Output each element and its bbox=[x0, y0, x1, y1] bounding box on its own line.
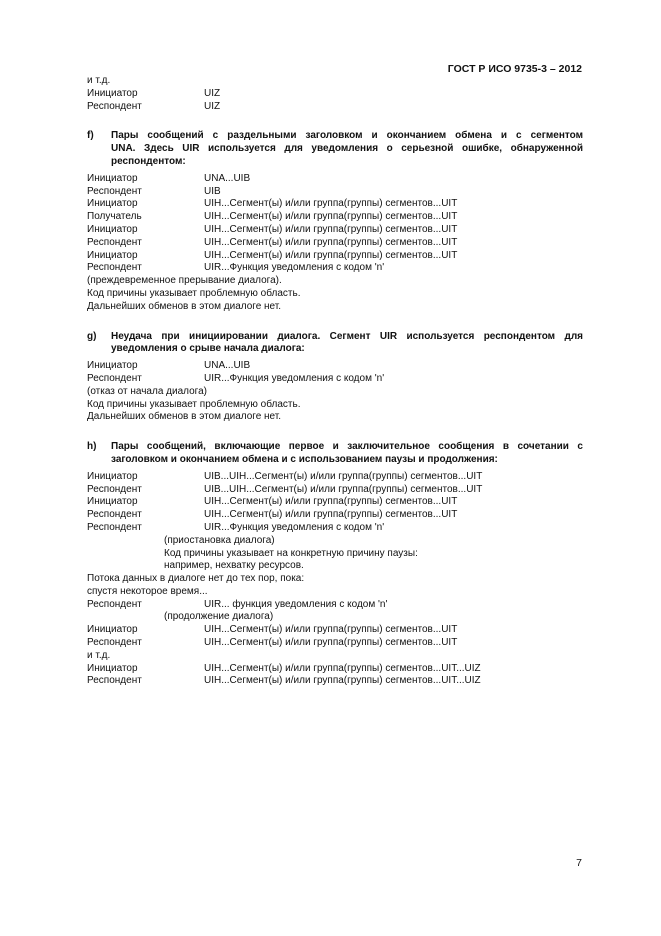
role-label: Инициатор bbox=[87, 496, 138, 508]
etc-text: и т.д. bbox=[87, 649, 111, 661]
message-row bbox=[87, 522, 583, 535]
role-label: Респондент bbox=[87, 675, 142, 687]
section-title-line: UNA. Здесь UIR используется для уведомления о серьезной ошибке, обнаруженной bbox=[111, 143, 583, 155]
message-text: UIR...Функция уведомления с кодом 'n' bbox=[204, 521, 385, 533]
page-content bbox=[87, 75, 583, 688]
message-text: UIR...Функция уведомления с кодом 'n' bbox=[204, 372, 385, 384]
role-label: Получатель bbox=[87, 211, 142, 223]
message-text: UIB bbox=[204, 185, 221, 197]
role-label: Респондент bbox=[87, 637, 142, 649]
message-text: UIH...Сегмент(ы) и/или группа(группы) сегментов...UIT bbox=[204, 496, 458, 508]
message-row bbox=[87, 484, 583, 497]
message-text: UIH...Сегмент(ы) и/или группа(группы) сегментов...UIT bbox=[204, 637, 458, 649]
message-text: UNA...UIB bbox=[204, 172, 251, 184]
section-g-heading bbox=[87, 331, 583, 357]
role-label: Инициатор bbox=[87, 172, 138, 184]
message-row bbox=[87, 675, 583, 688]
role-label: Респондент bbox=[87, 521, 142, 533]
note-text: Код причины указывает проблемную область. bbox=[87, 398, 301, 410]
message-row bbox=[87, 173, 583, 186]
section-title-line: Неудача при инициировании диалога. Сегмент UIR используется респондентом для bbox=[111, 330, 583, 342]
section-title-line: Пары сообщений с раздельными заголовком и окончанием обмена и с сегментом bbox=[111, 130, 583, 142]
section-h-heading bbox=[87, 441, 583, 467]
document-header: ГОСТ Р ИСО 9735-3 – 2012 bbox=[447, 63, 582, 75]
message-text: UIH...Сегмент(ы) и/или группа(группы) сегментов...UIT bbox=[204, 509, 458, 521]
message-text: UIZ bbox=[204, 100, 221, 112]
pause-note: (приостановка диалога) bbox=[164, 534, 275, 546]
message-row bbox=[87, 471, 583, 484]
section-letter: g) bbox=[87, 330, 97, 342]
role-label: Инициатор bbox=[87, 249, 138, 261]
role-label: Инициатор bbox=[87, 87, 138, 99]
role-label: Респондент bbox=[87, 236, 142, 248]
role-label: Инициатор bbox=[87, 198, 138, 210]
pause-note: Код причины указывает на конкретную причину паузы: bbox=[164, 547, 418, 559]
etc-text: и т.д. bbox=[87, 75, 111, 86]
message-text: UIB...UIH...Сегмент(ы) и/или группа(группы) сегментов...UIT bbox=[204, 483, 483, 495]
message-row bbox=[87, 599, 583, 612]
section-letter: f) bbox=[87, 130, 94, 142]
message-text: UIH...Сегмент(ы) и/или группа(группы) сегментов...UIT bbox=[204, 624, 458, 636]
note-text: (преждевременное прерывание диалога). bbox=[87, 275, 282, 287]
message-row bbox=[87, 373, 583, 386]
role-label: Респондент bbox=[87, 262, 142, 274]
role-label: Инициатор bbox=[87, 223, 138, 235]
message-text: UIH...Сегмент(ы) и/или группа(группы) сегментов...UIT bbox=[204, 236, 458, 248]
message-row bbox=[87, 237, 583, 250]
role-label: Инициатор bbox=[87, 470, 138, 482]
role-label: Респондент bbox=[87, 372, 142, 384]
message-row bbox=[87, 250, 583, 263]
message-row bbox=[87, 101, 583, 114]
note-text: Дальнейших обменов в этом диалоге нет. bbox=[87, 411, 282, 423]
message-row bbox=[87, 198, 583, 211]
message-text: UIH...Сегмент(ы) и/или группа(группы) сегментов...UIT...UIZ bbox=[204, 662, 481, 674]
section-f-heading bbox=[87, 130, 583, 168]
note-text: Дальнейших обменов в этом диалоге нет. bbox=[87, 300, 282, 312]
message-text: UIH...Сегмент(ы) и/или группа(группы) сегментов...UIT...UIZ bbox=[204, 675, 481, 687]
message-row bbox=[87, 224, 583, 237]
role-label: Респондент bbox=[87, 598, 142, 610]
message-row bbox=[87, 663, 583, 676]
message-text: UIB...UIH...Сегмент(ы) и/или группа(группы) сегментов...UIT bbox=[204, 470, 483, 482]
message-row bbox=[87, 637, 583, 650]
message-text: UIR... функция уведомления с кодом 'n' bbox=[204, 598, 388, 610]
message-row bbox=[87, 496, 583, 509]
message-row bbox=[87, 624, 583, 637]
section-title-line: уведомления о срыве начала диалога: bbox=[111, 343, 305, 355]
message-text: UIR...Функция уведомления с кодом 'n' bbox=[204, 262, 385, 274]
role-label: Респондент bbox=[87, 509, 142, 521]
page-number: 7 bbox=[576, 857, 582, 869]
message-row bbox=[87, 211, 583, 224]
message-text: UIZ bbox=[204, 87, 221, 99]
role-label: Респондент bbox=[87, 185, 142, 197]
section-title-line: респондентом: bbox=[111, 155, 186, 167]
section-letter: h) bbox=[87, 441, 97, 453]
role-label: Инициатор bbox=[87, 662, 138, 674]
role-label: Инициатор bbox=[87, 624, 138, 636]
message-row bbox=[87, 88, 583, 101]
section-title-line: Пары сообщений, включающие первое и заключительное сообщения в сочетании с bbox=[111, 441, 583, 453]
message-text: UIH...Сегмент(ы) и/или группа(группы) сегментов...UIT bbox=[204, 223, 458, 235]
note-text: Код причины указывает проблемную область. bbox=[87, 287, 301, 299]
message-text: UIH...Сегмент(ы) и/или группа(группы) сегментов...UIT bbox=[204, 198, 458, 210]
message-text: UIH...Сегмент(ы) и/или группа(группы) сегментов...UIT bbox=[204, 211, 458, 223]
flow-text: спустя некоторое время... bbox=[87, 585, 208, 597]
message-row bbox=[87, 262, 583, 275]
resume-note: (продолжение диалога) bbox=[164, 611, 274, 623]
message-text: UIH...Сегмент(ы) и/или группа(группы) сегментов...UIT bbox=[204, 249, 458, 261]
message-row bbox=[87, 509, 583, 522]
message-row bbox=[87, 360, 583, 373]
pause-note: например, нехватку ресурсов. bbox=[164, 560, 304, 572]
message-text: UNA...UIB bbox=[204, 360, 251, 372]
role-label: Инициатор bbox=[87, 360, 138, 372]
role-label: Респондент bbox=[87, 100, 142, 112]
message-row bbox=[87, 186, 583, 199]
role-label: Респондент bbox=[87, 483, 142, 495]
note-text: (отказ от начала диалога) bbox=[87, 385, 207, 397]
flow-text: Потока данных в диалоге нет до тех пор, пока: bbox=[87, 573, 305, 585]
section-title-line: заголовком и окончанием обмена и с использованием паузы и продолжения: bbox=[111, 453, 498, 465]
